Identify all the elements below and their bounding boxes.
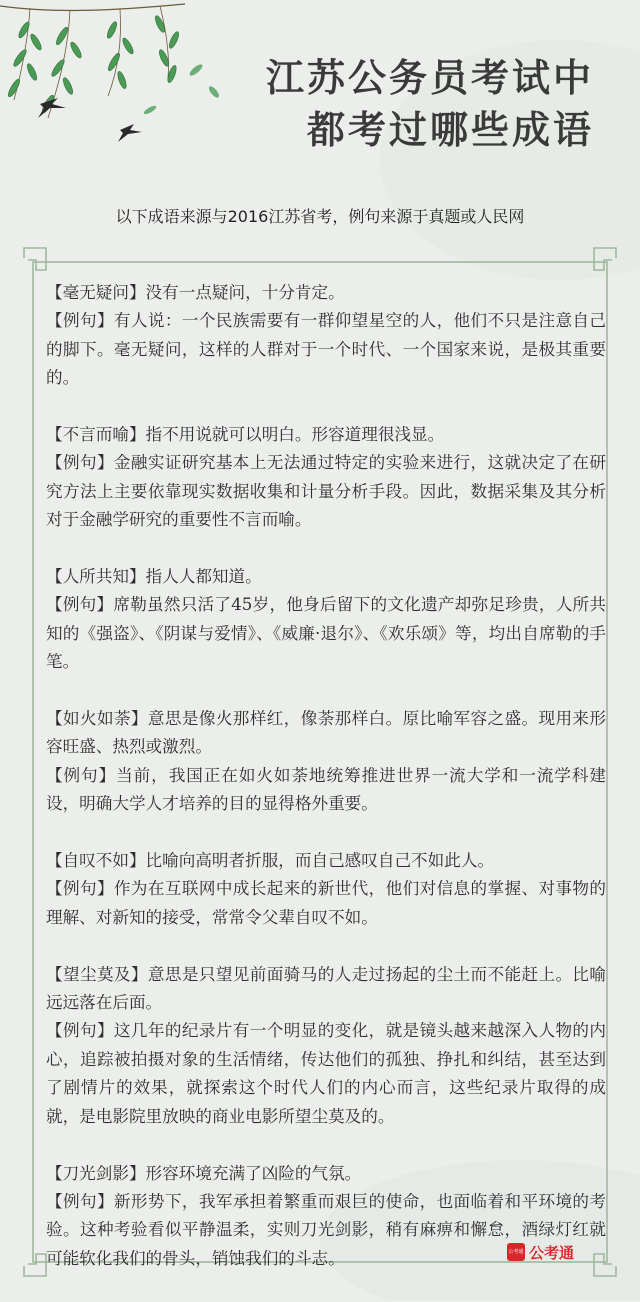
idiom-definition: 【毫无疑问】没有一点疑问，十分肯定。 xyxy=(46,283,345,302)
idiom-example: 【例句】有人说：一个民族需要有一群仰望星空的人，他们不只是注意自己的脚下。毫无疑问，这样的人群对于一个时代、一个国家来说，是极其重要的。 xyxy=(46,311,606,388)
idiom-definition: 【如火如荼】意思是像火那样红，像荼那样白。原比喻军容之盛。现用来形容旺盛、热烈或激烈。 xyxy=(46,709,606,757)
title-line-1: 江苏公务员考试中 xyxy=(265,56,594,100)
brand-logo xyxy=(507,1243,574,1261)
idiom-list xyxy=(46,279,606,1302)
idiom-entry xyxy=(46,421,606,535)
idiom-definition: 【望尘莫及】意思是只望见前面骑马的人走过扬起的尘土而不能赶上。比喻远远落在后面。 xyxy=(46,964,606,1013)
idiom-definition: 【人所共知】指人人都知道。 xyxy=(46,567,262,587)
idiom-definition: 【刀光剑影】形容环境充满了凶险的气氛。 xyxy=(46,1163,362,1183)
idiom-example: 【例句】席勒虽然只活了45岁，他身后留下的文化遗产却弥足珍贵，人所共知的《强盗》、《阴谋与爱情》、《威廉·退尔》、《欢乐颂》等，均出自席勒的手笔。 xyxy=(46,595,606,672)
idiom-example: 【例句】新形势下，我军承担着繁重而艰巨的使命，也面临着和平环境的考验。这种考验看似平静温柔，实则刀光剑影，稍有麻痹和懈怠，酒绿灯红就可能软化我们的骨头，销蚀我们的斗志。 xyxy=(46,1191,606,1268)
idiom-entry xyxy=(46,563,606,677)
idiom-entry xyxy=(46,961,606,1131)
brand-logo-icon: 公考通 xyxy=(507,1243,525,1261)
idiom-example: 【例句】作为在互联网中成长起来的新世代，他们对信息的掌握、对事物的理解、对新知的接受，常常令父辈自叹不如。 xyxy=(46,879,606,927)
idiom-example: 【例句】这几年的纪录片有一个明显的变化，就是镜头越来越深入人物的内心，追踪被拍摄对象的生活情绪，传达他们的孤独、挣扎和纠结，甚至达到了剧情片的效果，就探索这个时代人们的内心而言，这些纪录片取得的成就，是电影院里放映的商业电影所望尘莫及的。 xyxy=(46,1021,606,1126)
idiom-example: 【例句】金融实证研究基本上无法通过特定的实验来进行，这就决定了在研究方法上主要依靠现实数据收集和计量分析手段。因此，数据采集及其分析对于金融学研究的重要性不言而喻。 xyxy=(46,453,606,530)
idiom-entry xyxy=(46,705,606,819)
title-line-2: 都考过哪些成语 xyxy=(306,108,594,152)
idiom-entry xyxy=(46,847,606,932)
idiom-entry xyxy=(46,279,606,393)
idiom-example: 【例句】当前，我国正在如火如荼地统筹推进世界一流大学和一流学科建设，明确大学人才培养的目的显得格外重要。 xyxy=(46,765,606,814)
idiom-definition: 【自叹不如】比喻向高明者折服，而自己感叹自己不如此人。 xyxy=(46,851,495,871)
idiom-definition: 【不言而喻】指不用说就可以明白。形容道理很浅显。 xyxy=(46,425,445,445)
brand-name: 公考通 xyxy=(529,1243,575,1262)
page-title xyxy=(194,52,594,156)
page-subtitle: 以下成语来源与2016江苏省考，例句来源于真题或人民网 xyxy=(115,207,525,226)
